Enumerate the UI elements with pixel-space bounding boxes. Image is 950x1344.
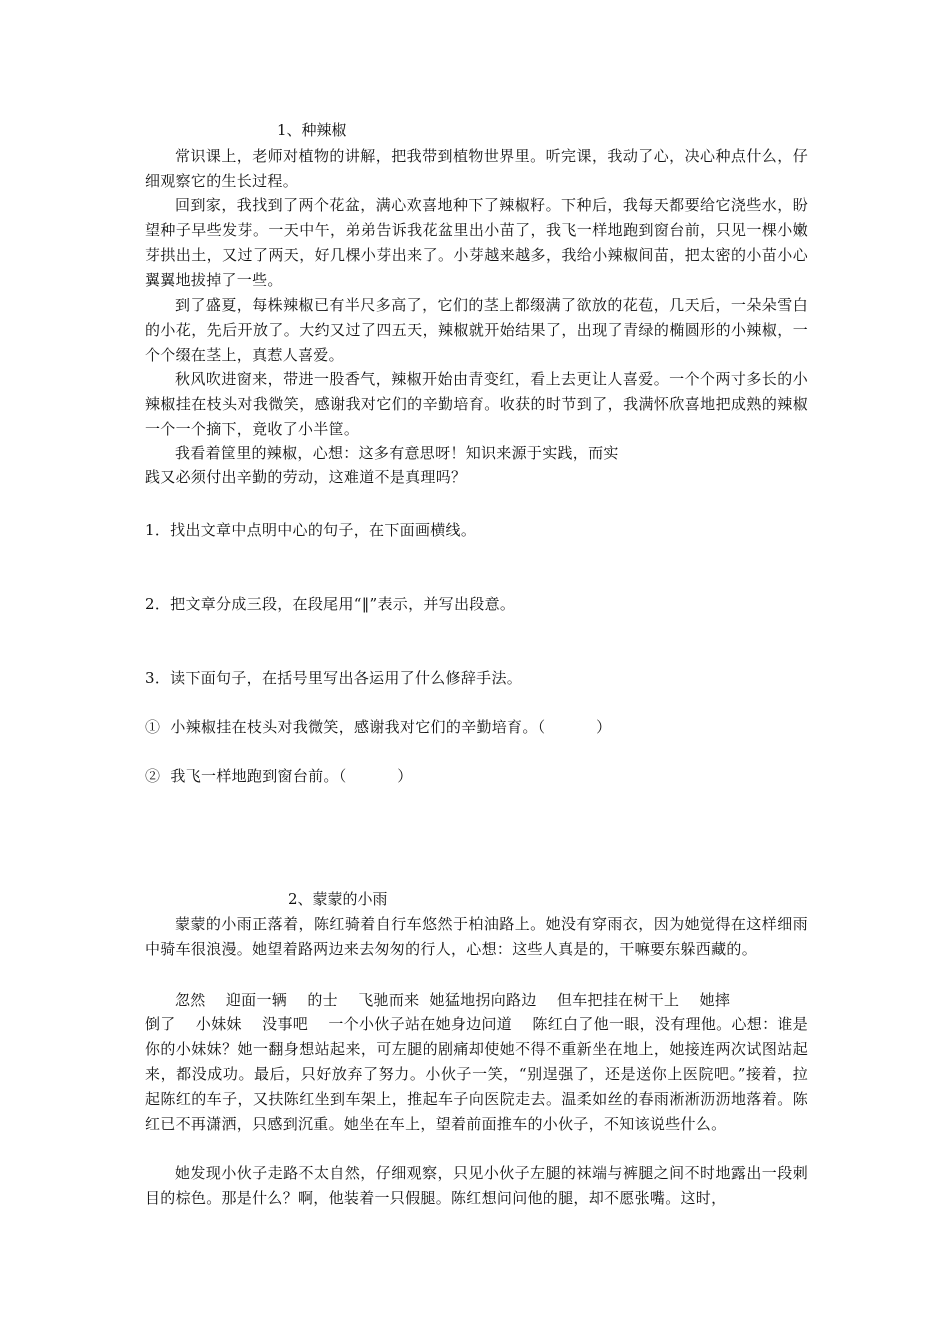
story2-paragraph-2: 倒了 小妹妹 没事吧 一个小伙子站在她身边问道 陈红白了他一眼，没有理他。心想：谁是你的小妹妹？她一翻身想站起来，可左腿的剧痛却使她不得不重新坐在地上，她接连两次试图站起来，都没成功。最后，只好放弃了努力。小伙子一笑，“别逞强了，还是送你上医院吧。”接着，拉起陈红的车子，又扶陈红坐到车架上，推起车子向医院走去。温柔如丝的春雨淅淅沥沥地落着。陈红已不再潇洒，只感到沉重。她坐在车上，望着前面推车的小伙子，不知该说些什么。 — [145, 1015, 808, 1133]
story1-paragraph-1: 常识课上，老师对植物的讲解，把我带到植物世界里。听完课，我动了心，决心种点什么，仔细观察它的生长过程。 — [145, 147, 808, 190]
story1-paragraph-4: 秋风吹进窗来，带进一股香气，辣椒开始由青变红，看上去更让人喜爱。一个个两寸多长的小辣椒挂在枝头对我微笑，感谢我对它们的辛勤培育。收获的时节到了，我满怀欣喜地把成熟的辣椒一个一个摘下，竟收了小半筐。 — [145, 370, 808, 438]
question-3-sentence-1: ① 小辣椒挂在枝头对我微笑，感谢我对它们的辛勤培育。（ ） — [145, 718, 612, 736]
story2-paragraph-1: 蒙蒙的小雨正落着，陈红骑着自行车悠然于柏油路上。她没有穿雨衣，因为她觉得在这样细雨中骑车很浪漫。她望着路两边来去匆匆的行人，心想：这些人真是的，干嘛要东躲西藏的。 — [145, 915, 808, 958]
story2-title: 2、蒙蒙的小雨 — [288, 890, 388, 908]
story1-title: 1、种辣椒 — [277, 121, 347, 139]
question-3-sentence-2: ② 我飞一样地跑到窗台前。（ ） — [145, 767, 413, 785]
story1-paragraph-2: 回到家，我找到了两个花盆，满心欢喜地种下了辣椒籽。下种后，我每天都要给它浇些水，盼望种子早些发芽。一天中午，弟弟告诉我花盆里出小苗了，我飞一样地跑到窗台前，只见一棵小嫩芽拱出土，又过了两天，好几棵小芽出来了。小芽越来越多，我给小辣椒间苗，把太密的小苗小心翼翼地拔掉了一些。 — [145, 196, 808, 289]
question-3: 3．读下面句子，在括号里写出各运用了什么修辞手法。 — [145, 669, 523, 687]
story1-paragraph-3: 到了盛夏，每株辣椒已有半尺多高了，它们的茎上都缀满了欲放的花苞，几天后，一朵朵雪白的小花，先后开放了。大约又过了四五天，辣椒就开始结果了，出现了青绿的椭圆形的小辣椒，一个个缀在茎上，真惹人喜爱。 — [145, 296, 808, 364]
story2-paragraph-2-line-1: 忽然 迎面一辆 的士 飞驰而来 她猛地拐向路边 但车把挂在树干上 她摔 — [175, 991, 731, 1009]
story2-paragraph-3: 她发现小伙子走路不太自然，仔细观察，只见小伙子左腿的袜端与裤腿之间不时地露出一段刺目的棕色。那是什么？啊，他装着一只假腿。陈红想问问他的腿，却不愿张嘴。这时， — [145, 1164, 808, 1207]
story1-conclusion-line-2: 践又必须付出辛勤的劳动，这难道不是真理吗？ — [145, 468, 467, 486]
story1-conclusion-line-1: 我看着筐里的辣椒，心想：这多有意思呀！知识来源于实践，而实 — [175, 444, 619, 462]
question-2: 2．把文章分成三段，在段尾用“‖”表示，并写出段意。 — [145, 595, 516, 613]
question-1: 1．找出文章中点明中心的句子，在下面画横线。 — [145, 521, 477, 539]
